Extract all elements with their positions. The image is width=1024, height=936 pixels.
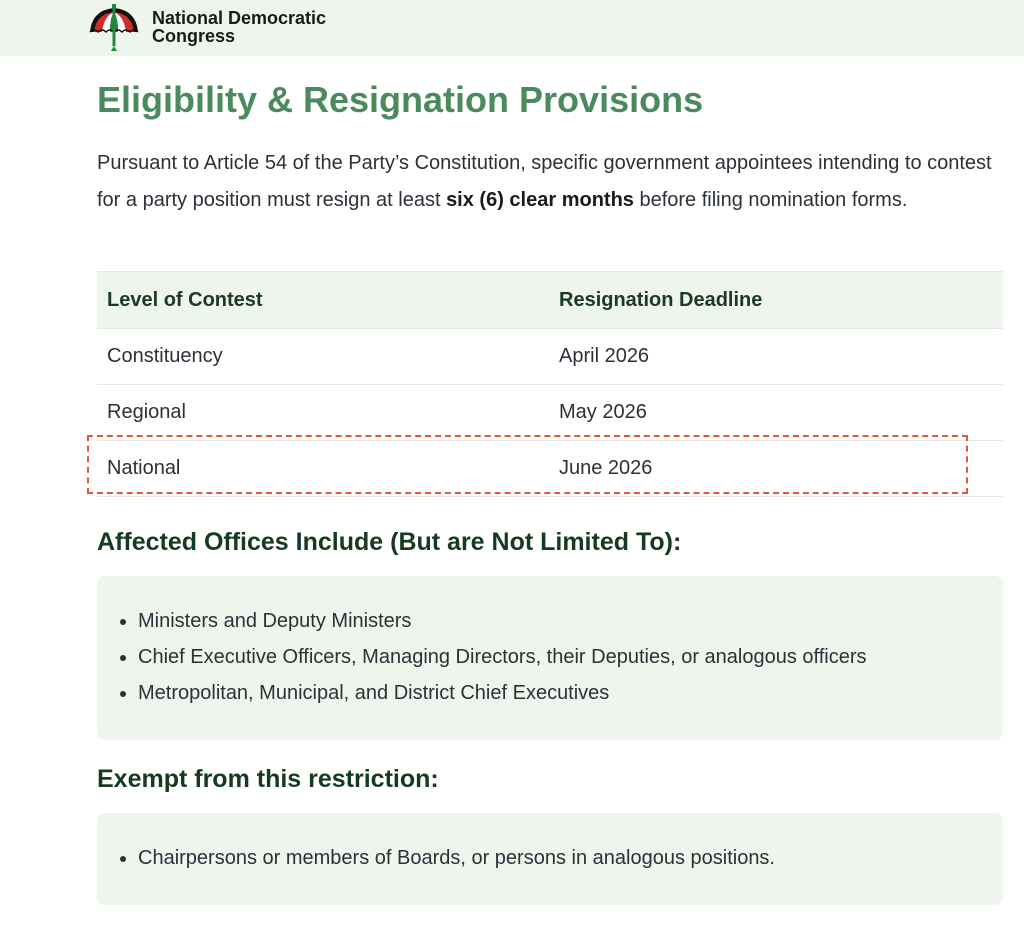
table-row-highlighted	[97, 441, 1003, 497]
brand-name[interactable]	[152, 9, 326, 45]
brand-line-1: National Democratic	[152, 8, 327, 28]
column-header-level: Level of Contest	[97, 272, 549, 329]
list-item: • Ministers and Deputy Ministers	[138, 603, 1003, 639]
affected-offices-list	[97, 603, 1003, 711]
list-item: • Metropolitan, Municipal, and District Chief Executives	[138, 675, 1003, 711]
exempt-list	[97, 840, 1003, 876]
column-header-deadline: Resignation Deadline	[549, 272, 1003, 329]
brand-line-2: Congress	[152, 26, 236, 46]
intro-emphasis: six (6) clear months	[446, 189, 634, 211]
level-cell: Constituency	[97, 329, 549, 385]
table-row	[97, 329, 1003, 385]
resignation-deadline-table	[97, 271, 1003, 497]
affected-offices-card	[97, 576, 1003, 740]
page-title: Eligibility & Resignation Provisions	[97, 79, 704, 120]
table-row	[97, 385, 1003, 441]
list-item: • Chief Executive Officers, Managing Directors, their Deputies, or analogous officers	[138, 639, 1003, 675]
affected-offices-heading: Affected Offices Include (But are Not Limited To):	[97, 528, 682, 556]
umbrella-logo-icon[interactable]	[86, 2, 142, 52]
exempt-card	[97, 813, 1003, 905]
intro-text-end: before filing nomination forms.	[633, 189, 908, 211]
level-cell: National	[97, 441, 549, 497]
deadline-cell: April 2026	[549, 329, 1003, 385]
intro-paragraph	[97, 145, 997, 219]
intro-text-start: Pursuant to Article 54 of the Party’s Constitution, specific government appointees intending to contest for a party position must resign at least	[97, 152, 992, 211]
deadline-cell: June 2026	[549, 441, 1003, 497]
list-item: • Chairpersons or members of Boards, or persons in analogous positions.	[138, 840, 1003, 876]
deadline-cell: May 2026	[549, 385, 1003, 441]
level-cell: Regional	[97, 385, 549, 441]
table-header-row	[97, 272, 1003, 329]
exempt-heading: Exempt from this restriction:	[97, 765, 439, 793]
site-header	[0, 0, 1024, 56]
